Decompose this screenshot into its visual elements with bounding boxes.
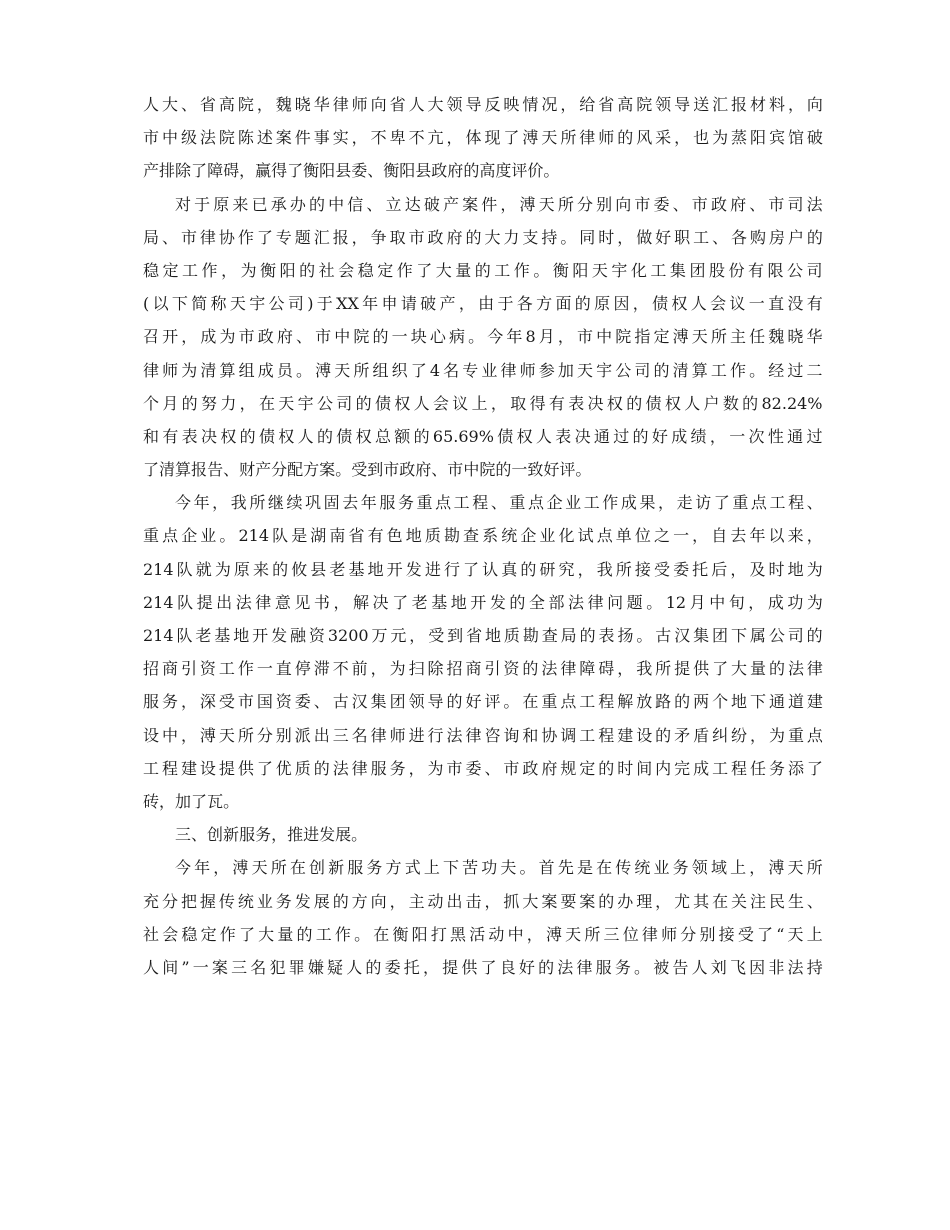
text-line: 产 排 除 了 障 碍 ， 赢 得 了 衡 阳 县 委 、 衡 阳 县 政 府 的 高 度 评 价 。 xyxy=(143,161,560,181)
text-line: 对 于 原 来 已 承 办 的 中 信 、 立 达 破 产 案 件 ， 溥 天 所 分 别 向 市 委 、 市 政 府 、 市 司 法 xyxy=(175,194,823,214)
text-line: 局 、 市 律 协 作 了 专 题 汇 报 ， 争 取 市 政 府 的 大 力 支 持 。 同 时 ， 做 好 职 工 、 各 购 房 户 的 xyxy=(143,227,823,247)
text-line: 召 开 ， 成 为 市 政 府 、 市 中 院 的 一 块 心 病 。 今 年 8 月 ， 市 中 院 指 定 溥 天 所 主 任 魏 晓 华 xyxy=(143,327,823,347)
text-line: 今 年 ， 我 所 继 续 巩 固 去 年 服 务 重 点 工 程 、 重 点 企 业 工 作 成 果 ， 走 访 了 重 点 工 程 、 xyxy=(175,493,823,513)
text-line: 充 分 把 握 传 统 业 务 发 展 的 方 向 ， 主 动 出 击 ， 抓 大 案 要 案 的 办 理 ， 尤 其 在 关 注 民 生 、 xyxy=(143,891,823,911)
text-line: 服 务 ， 深 受 市 国 资 委 、 古 汉 集 团 领 导 的 好 评 。 在 重 点 工 程 解 放 路 的 两 个 地 下 通 道 建 xyxy=(143,692,823,712)
text-line: 重 点 企 业 。 214 队 是 湖 南 省 有 色 地 质 勘 查 系 统 企 业 化 试 点 单 位 之 一 ， 自 去 年 以 来 ， xyxy=(143,526,823,546)
text-line: 招 商 引 资 工 作 一 直 停 滞 不 前 ， 为 扫 除 招 商 引 资 的 法 律 障 碍 ， 我 所 提 供 了 大 量 的 法 律 xyxy=(143,659,823,679)
text-line: 市 中 级 法 院 陈 述 案 件 事 实 ， 不 卑 不 亢 ， 体 现 了 溥 天 所 律 师 的 风 采 ， 也 为 蒸 阳 宾 馆 破 xyxy=(143,128,823,148)
document-body xyxy=(143,88,823,984)
text-line: 工 程 建 设 提 供 了 优 质 的 法 律 服 务 ， 为 市 委 、 市 政 府 规 定 的 时 间 内 完 成 工 程 任 务 添 了 xyxy=(143,758,823,778)
text-line: 今 年 ， 溥 天 所 在 创 新 服 务 方 式 上 下 苦 功 夫 。 首 先 是 在 传 统 业 务 领 域 上 ， 溥 天 所 xyxy=(175,858,823,878)
text-line: 三 、 创 新 服 务 ， 推 进 发 展 。 xyxy=(175,825,368,845)
text-line: ( 以 下 简 称 天 宇 公 司 ) 于 XX 年 申 请 破 产 ， 由 于 各 方 面 的 原 因 ， 债 权 人 会 议 一 直 没 有 xyxy=(143,294,823,314)
text-line: 人 间 ” 一 案 三 名 犯 罪 嫌 疑 人 的 委 托 ， 提 供 了 良 好 的 法 律 服 务 。 被 告 人 刘 飞 因 非 法 持 xyxy=(143,957,823,977)
text-line: 设 中 ， 溥 天 所 分 别 派 出 三 名 律 师 进 行 法 律 咨 询 和 协 调 工 程 建 设 的 矛 盾 纠 纷 ， 为 重 点 xyxy=(143,725,823,745)
text-line: 了 清 算 报 告 、 财 产 分 配 方 案 。 受 到 市 政 府 、 市 中 院 的 一 致 好 评 。 xyxy=(143,460,592,480)
text-line: 214 队 就 为 原 来 的 攸 县 老 基 地 开 发 进 行 了 认 真 的 研 究 ， 我 所 接 受 委 托 后 ， 及 时 地 为 xyxy=(143,559,823,579)
text-line: 律 师 为 清 算 组 成 员 。 溥 天 所 组 织 了 4 名 专 业 律 师 参 加 天 宇 公 司 的 清 算 工 作 。 经 过 二 xyxy=(143,360,823,380)
text-line: 稳 定 工 作 ， 为 衡 阳 的 社 会 稳 定 作 了 大 量 的 工 作 。 衡 阳 天 宇 化 工 集 团 股 份 有 限 公 司 xyxy=(143,260,823,280)
text-line: 214 队 提 出 法 律 意 见 书 ， 解 决 了 老 基 地 开 发 的 全 部 法 律 问 题 。 12 月 中 旬 ， 成 功 为 xyxy=(143,592,823,612)
text-line: 人 大 、 省 高 院 ， 魏 晓 华 律 师 向 省 人 大 领 导 反 映 情 况 ， 给 省 高 院 领 导 送 汇 报 材 料 ， 向 xyxy=(143,95,823,114)
text-line: 砖 ， 加 了 瓦 。 xyxy=(143,791,240,811)
text-line: 个 月 的 努 力 ， 在 天 宇 公 司 的 债 权 人 会 议 上 ， 取 得 有 表 决 权 的 债 权 人 户 数 的 82.24% xyxy=(143,393,823,413)
text-line: 和 有 表 决 权 的 债 权 人 的 债 权 总 额 的 65.69% 债 权 人 表 决 通 过 的 好 成 绩 ， 一 次 性 通 过 xyxy=(143,426,823,446)
text-line: 社 会 稳 定 作 了 大 量 的 工 作 。 在 衡 阳 打 黑 活 动 中 ， 溥 天 所 三 位 律 师 分 别 接 受 了 “ 天 上 xyxy=(143,924,823,944)
text-line: 214 队 老 基 地 开 发 融 资 3200 万 元 ， 受 到 省 地 质 勘 查 局 的 表 扬 。 古 汉 集 团 下 属 公 司 的 xyxy=(143,626,823,645)
